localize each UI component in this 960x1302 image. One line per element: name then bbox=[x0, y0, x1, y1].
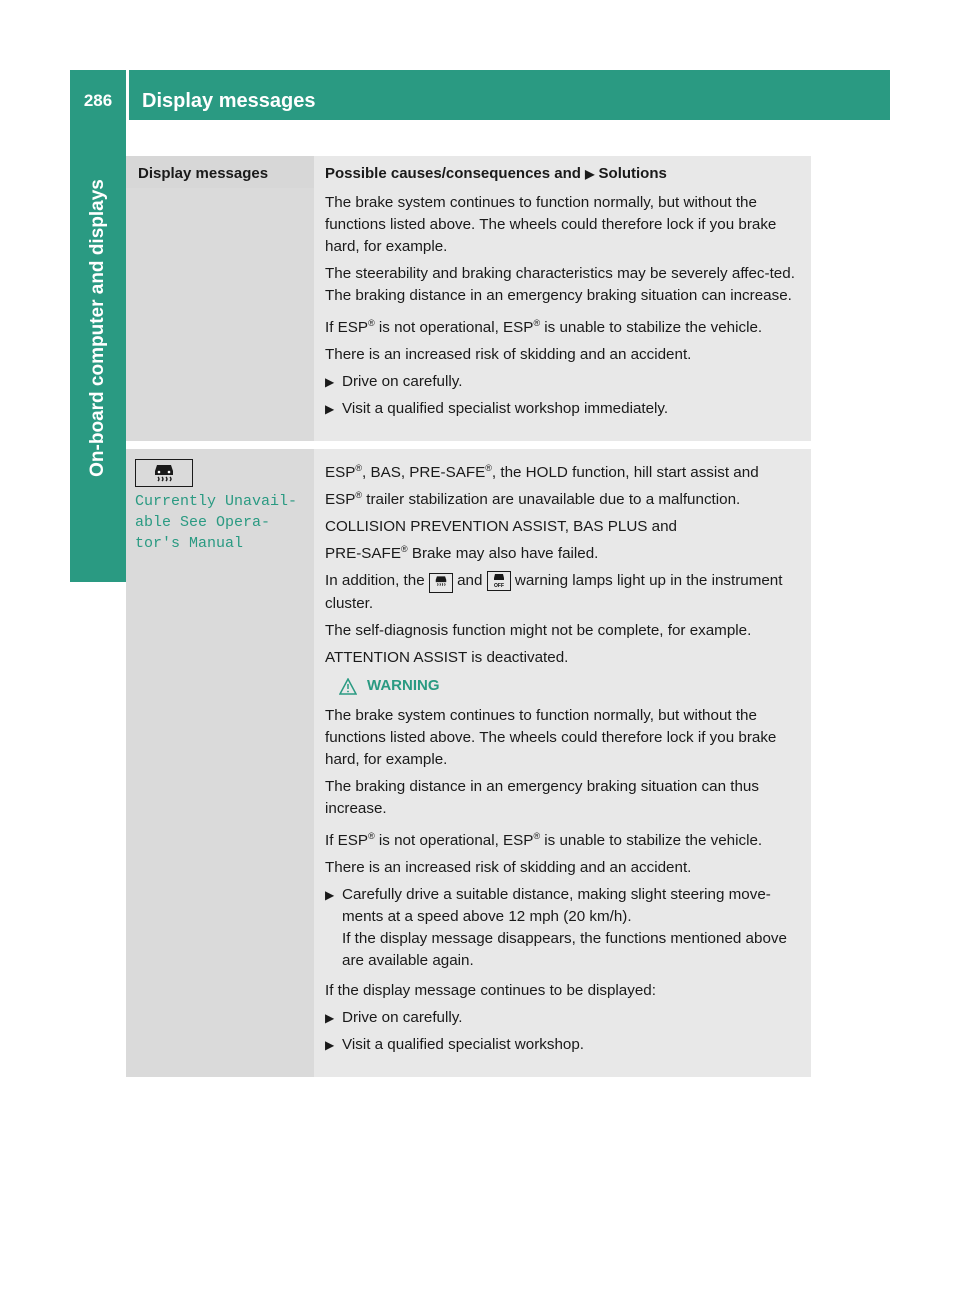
section-sidebar bbox=[70, 120, 126, 582]
esp-off-icon bbox=[487, 571, 511, 591]
table-row bbox=[126, 449, 811, 1077]
message-cell-empty bbox=[126, 188, 314, 441]
column-header-solutions: Possible causes/consequences and ▶ Solutions bbox=[314, 156, 811, 188]
warning-triangle-icon bbox=[339, 678, 357, 695]
arrow-icon: ▶ bbox=[325, 375, 335, 390]
list-item: ▶ Carefully drive a suitable distance, making slight steering move-ments at a speed above 12 mph (20 km/h). If the display message disappears, the functions mentioned above are available again. bbox=[325, 884, 805, 972]
arrow-icon: ▶ bbox=[325, 888, 335, 903]
header-divider bbox=[126, 70, 129, 120]
page-header bbox=[70, 70, 890, 120]
column-header-messages: Display messages bbox=[126, 156, 314, 188]
display-messages-table bbox=[126, 156, 811, 1077]
list-item: ▶ Drive on carefully. bbox=[325, 1007, 805, 1029]
list-item: ▶ Visit a qualified specialist workshop. bbox=[325, 1034, 805, 1056]
arrow-icon: ▶ bbox=[325, 402, 335, 417]
list-item: ▶ Drive on carefully. bbox=[325, 371, 805, 393]
page-title: Display messages bbox=[142, 90, 316, 112]
warning-heading: WARNING bbox=[339, 675, 805, 697]
table-row bbox=[126, 188, 811, 441]
list-item: ▶ Visit a qualified specialist workshop immediately. bbox=[325, 398, 805, 420]
table-header bbox=[126, 156, 811, 188]
svg-text:OFF: OFF bbox=[493, 583, 504, 589]
page-number: 286 bbox=[83, 91, 113, 110]
arrow-icon: ▶ bbox=[585, 167, 595, 181]
display-message-text: Currently Unavail‐ able See Opera‐ tor's Manual bbox=[135, 493, 298, 553]
arrow-icon: ▶ bbox=[325, 1011, 335, 1026]
section-label: On-board computer and displays bbox=[87, 179, 108, 477]
message-cell bbox=[126, 449, 314, 1077]
skidding-car-icon bbox=[429, 573, 453, 593]
solution-cell: ESP®, BAS, PRE-SAFE®, the HOLD function, hill start assist and ESP® trailer stabilization are unavailable due to a malfunction. COLLISION PREVENTION ASSIST, BAS PLUS and PRE-SAFE® Brake may also have failed. In addition, the and OFF warning lamps light up in the instrument cluster. The self-diagnosis function might not be complete, for example. ATTENTION ASSIST is deactivated. WARNING The brake system continues to function normally, but without the functions listed above. The wheels could therefore lock if you brake hard, for example. The braking distance in an emergency braking situation can thus increase. If ESP® is not operational, ESP® is unable to stabilize the vehicle. There is an increased risk of skidding and an accident. ▶ Carefully drive a suitable distance, making slight steering move-ments at a speed above 12 mph (20 km/h). If the display message disappears, the functions mentioned above are available again. If the display message continues to be displayed: ▶ Drive on carefully. ▶ Visit a qualified specialist workshop. bbox=[314, 449, 811, 1077]
arrow-icon: ▶ bbox=[325, 1038, 335, 1053]
skidding-car-icon bbox=[135, 459, 193, 487]
solution-cell: The brake system continues to function normally, but without the functions listed above. The wheels could therefore lock if you brake hard, for example. The steerability and braking characteristics may be severely affec-ted. The braking distance in an emergency braking situation can increase. If ESP® is not operational, ESP® is unable to stabilize the vehicle. There is an increased risk of skidding and an accident. ▶ Drive on carefully. ▶ Visit a qualified specialist workshop immediately. bbox=[314, 188, 811, 441]
